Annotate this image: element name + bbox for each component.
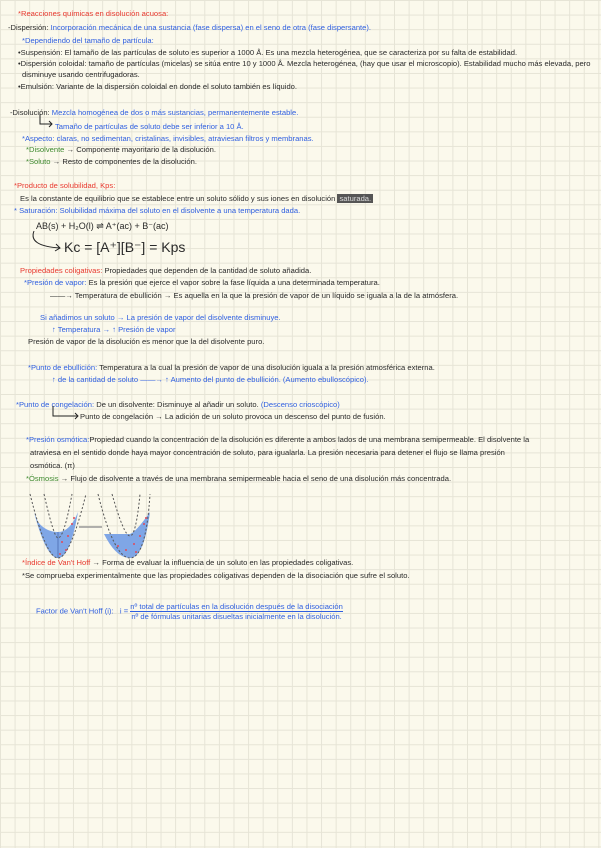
vapor-pressure-note: Presión de vapor de la disolución es menor que la del disolvente puro. [28, 337, 265, 346]
colloid-item: •Dispersión coloidal: tamaño de partículas (micelas) se sitúa entre 10 y 1000 Å. Mezcla heterogénea, (hay que usar el microscopio). Estabilidad mucho más elevada, pero [18, 59, 591, 68]
osmotic-line-3: osmótica. (π) [30, 461, 75, 470]
soluto-label: *Soluto [26, 157, 51, 166]
soluto-def: → Resto de componentes de la disolución. [52, 157, 197, 166]
fraction-numerator: nº total de partículas en la disolución después de la disociación [130, 602, 343, 611]
u-tube-before [30, 494, 86, 558]
adding-solute-line: Si añadimos un soluto → La presión de vapor del disolvente disminuye. [40, 313, 281, 322]
arrow-icon [38, 114, 54, 128]
u-tube-after [98, 494, 150, 558]
arrow-icon [52, 406, 80, 420]
freezing-point-def: De un disolvente: Disminuye al añadir un soluto. [96, 400, 259, 409]
freezing-point-sub: Punto de congelación → La adición de un soluto provoca un descenso del punto de fusión. [80, 412, 386, 421]
osmosis-def: → Flujo de disolvente a través de una membrana semipermeable hacia el seno de una disolución más concentrada. [60, 474, 452, 483]
disolucion-term: -Disolución: [10, 108, 50, 117]
temperature-line: ↑ Temperatura → ↑ Presión de vapor [52, 325, 176, 334]
vapor-pressure-def: Es la presión que ejerce el vapor sobre la fase líquida a una determinada temperatura. [88, 278, 380, 287]
reaction-equation: AB(s) + H₂O(l) ⇌ A⁺(ac) + B⁻(ac) [36, 221, 169, 231]
vanthoff-def: → Forma de evaluar la influencia de un soluto en las propiedades coligativas. [92, 558, 354, 567]
freezing-point-label: *Punto de congelación: [16, 400, 95, 409]
colloid-item-cont: disminuye usando centrifugadoras. [22, 70, 140, 79]
emulsion-item: •Emulsión: Variante de la dispersión coloidal en donde el soluto también es líquido. [18, 82, 298, 91]
dispersion-line [8, 23, 371, 33]
vanthoff-factor [36, 602, 343, 621]
boiling-point-label: *Punto de ebullición: [28, 363, 98, 372]
curved-arrow-icon [28, 230, 64, 252]
kps-def-highlight: saturada. [339, 194, 372, 203]
boiling-point-sub: ↑ de la cantidad de soluto ——→ ↑ Aumento del punto de ebullición. (Aumento ebulloscópico). [52, 375, 369, 384]
vapor-pressure-line [24, 278, 380, 288]
boiling-point-line [28, 363, 435, 373]
osmosis-diagram [26, 492, 156, 560]
disolvente-line [26, 145, 216, 155]
kps-def-text: Es la constante de equilibrio que se establece entre un soluto sólido y sus iones en disolución [20, 194, 336, 203]
aspect-line: *Aspecto: claras, no sedimentan, cristalinas, invisibles, atraviesan filtros y membranas. [22, 134, 314, 143]
colligative-title: Propiedades coligativas: [20, 266, 103, 275]
vanthoff-line [22, 558, 353, 568]
suspension-item: •Suspensión: El tamaño de las partículas de soluto es superior a 1000 Å. Es una mezcla heterogénea, que se caracteriza por su falta de estabilidad. [18, 48, 518, 57]
saturation-line: * Saturación: Solubilidad máxima del soluto en el disolvente a una temperatura dada. [14, 206, 301, 215]
osmotic-def: Propiedad cuando la concentración de la disolución es diferente a ambos lados de una membrana semipermeable. El disolvente la [89, 435, 530, 444]
boiling-temp-line: ——→ Temperatura de ebullición → Es aquella en la que la presión de vapor de un líquido se iguala a la de la atmósfera. [50, 291, 459, 300]
boiling-point-def: Temperatura a la cual la presión de vapor de una disolución iguala a la presión atmosférica externa. [99, 363, 435, 372]
vanthoff-factor-label: Factor de Van't Hoff (i): [36, 606, 114, 616]
osmotic-line [26, 435, 529, 445]
colligative-def: Propiedades que dependen de la cantidad de soluto añadida. [104, 266, 312, 275]
freezing-point-note: (Descenso crioscópico) [260, 400, 340, 409]
boiling-temp-text: Temperatura de ebullición → Es aquella en la que la presión de vapor de un líquido se iguala a la de la atmósfera. [74, 291, 459, 300]
disolvente-def: → Componente mayoritario de la disolución. [66, 145, 216, 154]
colligative-line [20, 266, 311, 276]
fraction-denominator: nº de fórmulas unitarias disueltas inicialmente en la disolución. [131, 612, 342, 621]
particle-size-note: Tamaño de partículas de soluto debe ser inferior a 10 Å. [55, 122, 244, 131]
disolucion-def: Mezcla homogénea de dos o más sustancias, permanentemente estable. [51, 108, 299, 117]
osmosis-line [26, 474, 451, 484]
dispersion-def: Incorporación mecánica de una sustancia (fase dispersa) en el seno de otra (fase dispersante). [50, 23, 372, 32]
kc-equation: Kc = [A⁺][B⁻] = Kps [64, 239, 186, 255]
osmotic-line-2: atraviesa en el sentido donde haya mayor concentración de soluto, para igualarla. La presión necesaria para detener el flujo se llama presión [30, 448, 505, 457]
dispersion-term: -Dispersión: [8, 23, 49, 32]
soluto-line [26, 157, 197, 167]
vanthoff-line-2: *Se comprueba experimentalmente que las propiedades coligativas dependen de la disociación que sufre el soluto. [22, 571, 410, 580]
vanthoff-label: *Índice de Van't Hoff [22, 558, 91, 567]
osmosis-label: *Ósmosis [26, 474, 59, 483]
vapor-pressure-label: *Presión de vapor: [24, 278, 87, 287]
particle-size-heading: *Dependiendo del tamaño de partícula: [22, 36, 154, 45]
page-title: *Reacciones químicas en disolución acuosa: [18, 9, 169, 18]
disolvente-label: *Disolvente [26, 145, 65, 154]
i-symbol: i = [119, 606, 129, 616]
kps-title: *Producto de solubilidad, Kps: [14, 181, 116, 190]
kps-def [20, 194, 373, 204]
osmotic-label: *Presión osmótica: [26, 435, 90, 444]
vanthoff-fraction [130, 602, 343, 621]
